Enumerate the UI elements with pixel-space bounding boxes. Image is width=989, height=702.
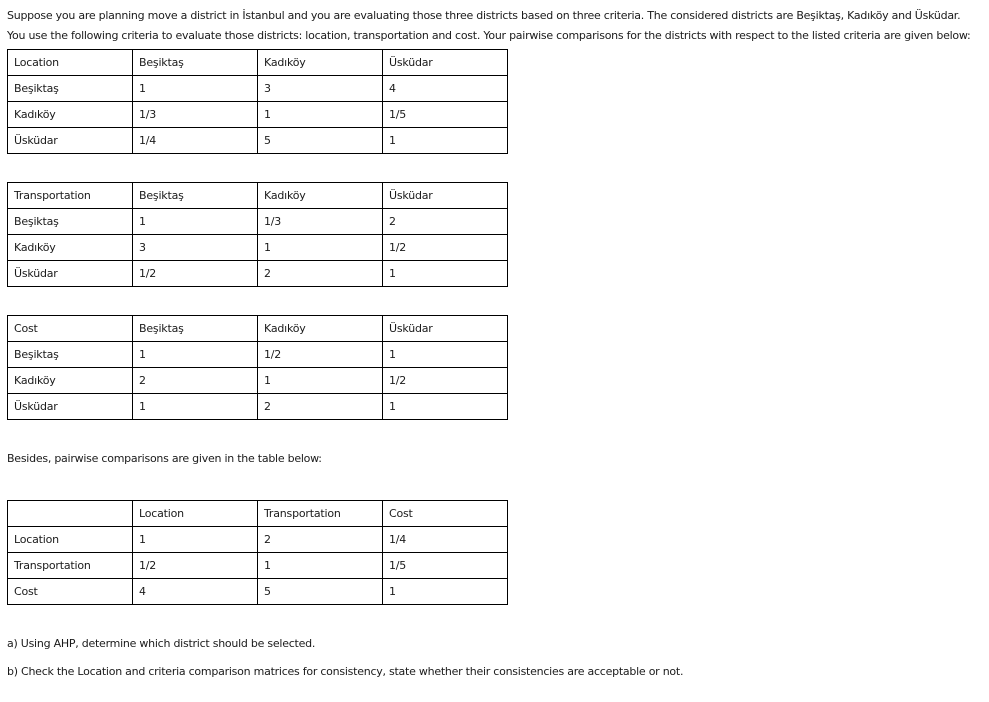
table-cell: 1/3 [258, 209, 383, 235]
table-cell: 1/2 [383, 235, 508, 261]
table-cell: 1/2 [133, 553, 258, 579]
table-header-cell: Kadıköy [258, 50, 383, 76]
table-cell: 1/4 [133, 128, 258, 154]
besides-paragraph: Besides, pairwise comparisons are given in the table below: [7, 452, 322, 465]
table-header-cell: Transportation [8, 183, 133, 209]
table-row-label: Cost [8, 579, 133, 605]
table-row-label: Location [8, 527, 133, 553]
table-cell: 1 [383, 394, 508, 420]
table-row [8, 342, 508, 368]
table-header-cell: Üsküdar [383, 183, 508, 209]
table-header-cell: Location [8, 50, 133, 76]
table-header-cell: Üsküdar [383, 50, 508, 76]
criteria-comparison-table [7, 500, 508, 605]
table-row [8, 394, 508, 420]
table-cell: 1 [258, 368, 383, 394]
table-row [8, 527, 508, 553]
table-cell: 1 [383, 579, 508, 605]
table-cell: 2 [383, 209, 508, 235]
table-cell: 3 [133, 235, 258, 261]
table-row [8, 76, 508, 102]
table-header-row [8, 501, 508, 527]
table-cell: 1/3 [133, 102, 258, 128]
table-row-label: Kadıköy [8, 235, 133, 261]
table-cell: 2 [133, 368, 258, 394]
table-cell: 1/2 [258, 342, 383, 368]
location-comparison-table [7, 49, 508, 154]
question-a: a) Using AHP, determine which district should be selected. [7, 637, 316, 650]
table-row-label: Üsküdar [8, 261, 133, 287]
table-cell: 3 [258, 76, 383, 102]
table-row-label: Beşiktaş [8, 76, 133, 102]
table-cell: 1 [383, 261, 508, 287]
table-cell: 1 [133, 76, 258, 102]
table-header-cell: Location [133, 501, 258, 527]
table-header-cell: Cost [383, 501, 508, 527]
table-header-row [8, 183, 508, 209]
table-header-cell: Cost [8, 316, 133, 342]
table-header-cell: Kadıköy [258, 183, 383, 209]
table-row [8, 368, 508, 394]
table-cell: 2 [258, 527, 383, 553]
table-cell: 2 [258, 261, 383, 287]
table-header-cell: Üsküdar [383, 316, 508, 342]
table-row-label: Beşiktaş [8, 209, 133, 235]
table-cell: 4 [383, 76, 508, 102]
table-cell: 1 [383, 342, 508, 368]
table-row [8, 553, 508, 579]
table-cell: 1/5 [383, 553, 508, 579]
table-row [8, 209, 508, 235]
table-header-cell [8, 501, 133, 527]
table-cell: 1/4 [383, 527, 508, 553]
table-cell: 2 [258, 394, 383, 420]
table-row [8, 235, 508, 261]
table-cell: 1 [258, 102, 383, 128]
table-cell: 1 [383, 128, 508, 154]
table-row-label: Transportation [8, 553, 133, 579]
table-cell: 1 [133, 394, 258, 420]
table-row-label: Beşiktaş [8, 342, 133, 368]
table-cell: 1 [133, 527, 258, 553]
table-header-row [8, 50, 508, 76]
table-cell: 1 [133, 209, 258, 235]
transportation-comparison-table [7, 182, 508, 287]
table-cell: 5 [258, 128, 383, 154]
table-cell: 4 [133, 579, 258, 605]
table-cell: 1 [258, 235, 383, 261]
table-row [8, 579, 508, 605]
table-row-label: Kadıköy [8, 368, 133, 394]
table-header-row [8, 316, 508, 342]
table-row [8, 128, 508, 154]
table-row [8, 102, 508, 128]
table-header-cell: Beşiktaş [133, 183, 258, 209]
table-header-cell: Beşiktaş [133, 50, 258, 76]
table-row-label: Üsküdar [8, 128, 133, 154]
table-header-cell: Transportation [258, 501, 383, 527]
table-row-label: Üsküdar [8, 394, 133, 420]
table-cell: 1/2 [383, 368, 508, 394]
table-cell: 1 [133, 342, 258, 368]
table-cell: 5 [258, 579, 383, 605]
table-cell: 1 [258, 553, 383, 579]
table-header-cell: Beşiktaş [133, 316, 258, 342]
table-cell: 1/2 [133, 261, 258, 287]
table-cell: 1/5 [383, 102, 508, 128]
table-row-label: Kadıköy [8, 102, 133, 128]
intro-paragraph: Suppose you are planning move a district in İstanbul and you are evaluating those three districts based on three criteria. The considered districts are Beşiktaş, Kadıköy and Üsküdar. You use the following criteria to evaluate those districts: location, transportation and cost. Your pairwise comparisons for the districts with respect to the listed criteria are given below: [7, 9, 971, 42]
question-b: b) Check the Location and criteria comparison matrices for consistency, state whether their consistencies are acceptable or not. [7, 665, 684, 678]
cost-comparison-table [7, 315, 508, 420]
table-row [8, 261, 508, 287]
table-header-cell: Kadıköy [258, 316, 383, 342]
